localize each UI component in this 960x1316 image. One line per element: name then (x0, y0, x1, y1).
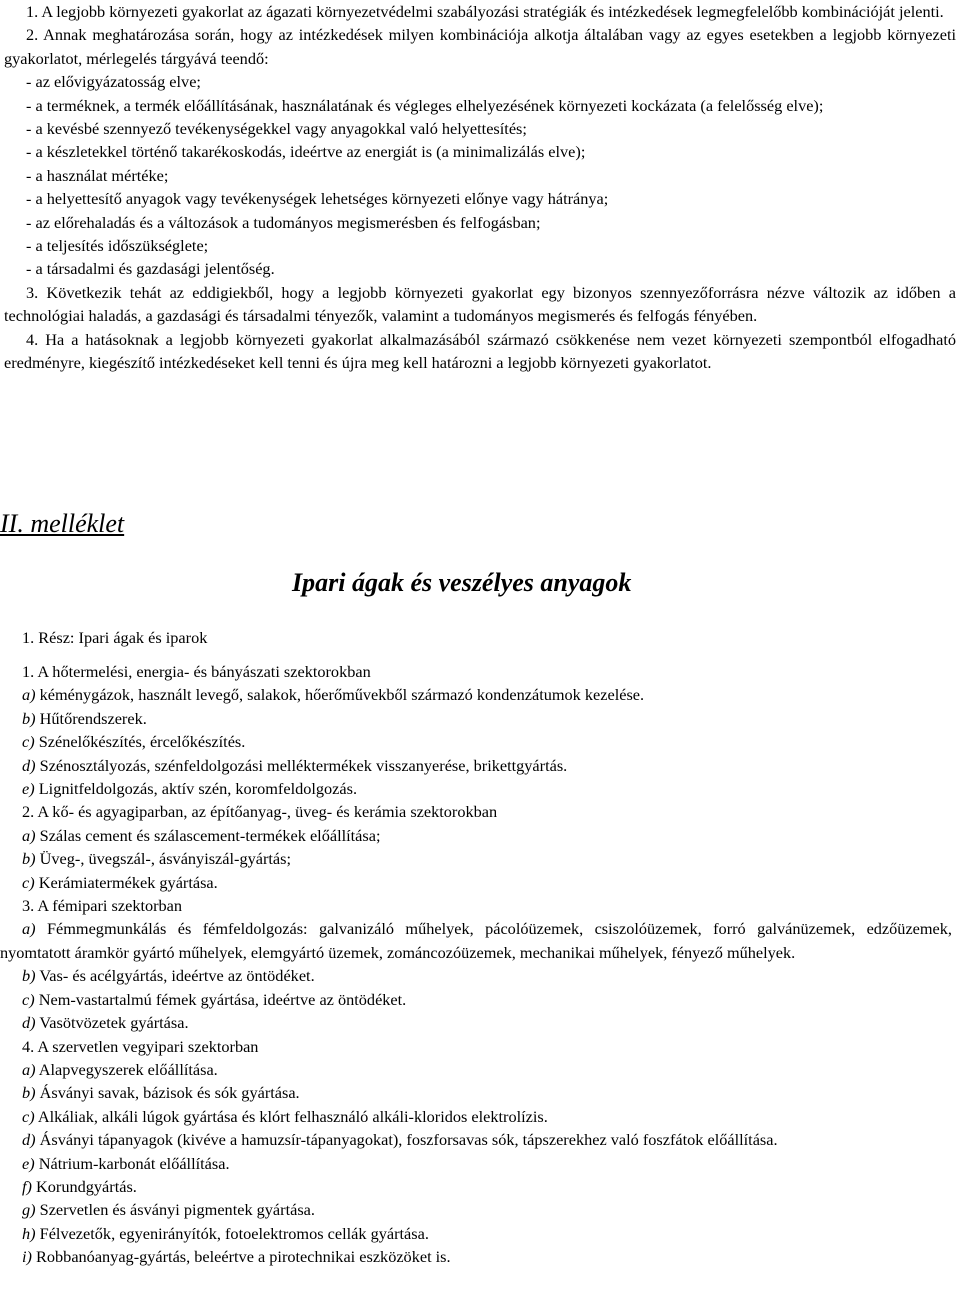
item-letter: e) (22, 1153, 35, 1173)
section-item (0, 824, 952, 847)
item-letter: g) (22, 1200, 36, 1220)
item-text: Robbanóanyag-gyártás, beleértve a pirotechnikai eszközöket is. (36, 1247, 451, 1267)
industry-section (0, 1035, 952, 1269)
item-letter: a) (22, 685, 36, 705)
section-item (0, 1011, 952, 1034)
criteria-item: - az elővigyázatosság elve; (26, 72, 201, 92)
paragraph-4: 4. Ha a hatásoknak a legjobb környezeti gyakorlat alkalmazásából származó csökkenése nem vezet környezeti szempontból elfogadható eredményre, kiegészítő intézkedéseket kell tenni és újra meg kell határozni a legjobb környezeti gyakorlatot. (4, 329, 956, 373)
item-letter: c) (22, 989, 35, 1009)
item-letter: h) (22, 1223, 36, 1243)
section-item (0, 847, 952, 870)
annex-title: Ipari ágak és veszélyes anyagok (292, 568, 632, 597)
criteria-item: - a teljesítés időszükséglete; (26, 236, 209, 256)
section-item (0, 871, 952, 894)
item-text: Alkáliak, alkáli lúgok gyártása és klórt felhasználó alkáli-kloridos elektrolízis. (37, 1106, 548, 1126)
item-letter: d) (22, 1130, 36, 1150)
section-item (0, 964, 952, 987)
item-text: Üveg-, üvegszál-, ásványiszál-gyártás; (39, 849, 291, 869)
item-letter: a) (22, 1059, 36, 1079)
item-text: Szervetlen és ásványi pigmentek gyártása. (39, 1200, 315, 1220)
section-item (0, 777, 952, 800)
item-letter: b) (22, 708, 36, 728)
item-text: Szénelőkészítés, ércelőkészítés. (38, 732, 246, 752)
section-item (0, 988, 952, 1011)
section-item (0, 707, 952, 730)
section-item (0, 1198, 952, 1221)
item-text: Ásványi tápanyagok (kivéve a hamuzsír-tápanyagokat), foszforsavas sók, tápszerekhez való foszfátok előállítása. (39, 1130, 778, 1150)
document-page (4, 0, 956, 375)
annex-label: II. melléklet (0, 509, 125, 538)
criteria-item: - a készletekkel történő takarékoskodás, ideértve az energiát is (a minimalizálás elve); (26, 142, 586, 162)
item-letter: c) (22, 732, 35, 752)
section-item (0, 917, 952, 964)
item-text: kéménygázok, használt levegő, salakok, hőerőművekből származó kondenzátumok kezelése. (39, 685, 645, 705)
criteria-item: - a társadalmi és gazdasági jelentőség. (26, 259, 275, 279)
section-item (0, 754, 952, 777)
industry-section (0, 894, 952, 1034)
criteria-item: - a terméknek, a termék előállításának, használatának és végleges elhelyezésének környezeti kockázata (a felelősség elve); (26, 95, 824, 115)
section-item (0, 1175, 952, 1198)
criteria-item: - a használat mértéke; (26, 165, 169, 185)
item-letter: d) (22, 1013, 36, 1033)
item-text: Vasötvözetek gyártása. (39, 1013, 189, 1033)
section-heading: 3. A fémipari szektorban (22, 896, 183, 916)
item-text: Vas- és acélgyártás, ideértve az öntödéket. (39, 966, 315, 986)
item-letter: c) (22, 872, 35, 892)
section-heading: 2. A kő- és agyagiparban, az építőanyag-, üveg- és kerámia szektorokban (22, 802, 498, 822)
criteria-list (4, 70, 956, 281)
section-heading: 4. A szervetlen vegyipari szektorban (22, 1036, 259, 1056)
section-item (0, 1058, 952, 1081)
item-letter: b) (22, 966, 36, 986)
item-letter: d) (22, 755, 36, 775)
item-letter: f) (22, 1176, 32, 1196)
section-item (0, 730, 952, 753)
item-text: Fémmegmunkálás és fémfeldolgozás: galvanizáló műhelyek, pácolóüzemek, csiszolóüzemek, forró galvánüzemek, edzőüzemek, nyomtatott áramkör gyártó műhelyek, elemgyártó üzemek, zománcozóüzemek, mechanikai műhelyek, fényező műhelyek. (0, 919, 952, 962)
item-text: Hűtőrendszerek. (39, 708, 147, 728)
industry-section (0, 800, 952, 894)
item-text: Alapvegyszerek előállítása. (38, 1059, 218, 1079)
criteria-item: - az előrehaladás és a változások a tudományos megismerésben és felfogásban; (26, 212, 541, 232)
item-letter: e) (22, 779, 35, 799)
item-letter: b) (22, 849, 36, 869)
criteria-item: - a kevésbé szennyező tevékenységekkel vagy anyagokkal való helyettesítés; (26, 119, 527, 139)
industry-sections (0, 660, 952, 1269)
section-item (0, 1152, 952, 1175)
item-letter: a) (22, 825, 36, 845)
section-item (0, 683, 952, 706)
criteria-item: - a helyettesítő anyagok vagy tevékenységek lehetséges környezeti előnye vagy hátránya; (26, 189, 609, 209)
section-item (0, 1222, 952, 1245)
section-item (0, 1128, 952, 1151)
item-text: Ásványi savak, bázisok és sók gyártása. (39, 1083, 300, 1103)
paragraph-3: 3. Következik tehát az eddigiekből, hogy a legjobb környezeti gyakorlat egy bizonyos szennyezőforrásra nézve változik az időben a technológiai haladás, a gazdasági és társadalmi tényezők, valamint a tudományos megismerés és felfogás fényében. (4, 282, 956, 326)
item-text: Nem-vastartalmú fémek gyártása, ideértve az öntödéket. (38, 989, 407, 1009)
item-text: Szénosztályozás, szénfeldolgozási melléktermékek visszanyerése, brikettgyártás. (39, 755, 568, 775)
item-letter: a) (22, 919, 36, 939)
section-item (0, 1081, 952, 1104)
section-item (0, 1105, 952, 1128)
item-letter: c) (22, 1106, 35, 1126)
paragraph-1: 1. A legjobb környezeti gyakorlat az ágazati környezetvédelmi szabályozási stratégiák és intézkedések legmegfelelőbb kombinációját jelenti. (26, 2, 944, 21)
item-text: Szálas cement és szálascement-termékek előállítása; (39, 825, 381, 845)
section-item (0, 1245, 952, 1268)
paragraph-2: 2. Annak meghatározása során, hogy az intézkedések milyen kombinációja alkotja általában vagy az egyes esetekben a legjobb környezeti gyakorlatot, mérlegelés tárgyává teendő: (4, 25, 956, 68)
item-text: Félvezetők, egyenirányítók, fotoelektromos cellák gyártása. (39, 1223, 429, 1243)
industry-section (0, 660, 952, 800)
item-text: Lignitfeldolgozás, aktív szén, koromfeldolgozás. (38, 779, 358, 799)
item-letter: b) (22, 1083, 36, 1103)
item-text: Kerámiatermékek gyártása. (38, 872, 218, 892)
part-heading: 1. Rész: Ipari ágak és iparok (22, 628, 208, 647)
section-heading: 1. A hőtermelési, energia- és bányászati szektorokban (22, 662, 371, 681)
item-letter: i) (22, 1247, 32, 1267)
item-text: Nátrium-karbonát előállítása. (38, 1153, 230, 1173)
item-text: Korundgyártás. (36, 1176, 137, 1196)
